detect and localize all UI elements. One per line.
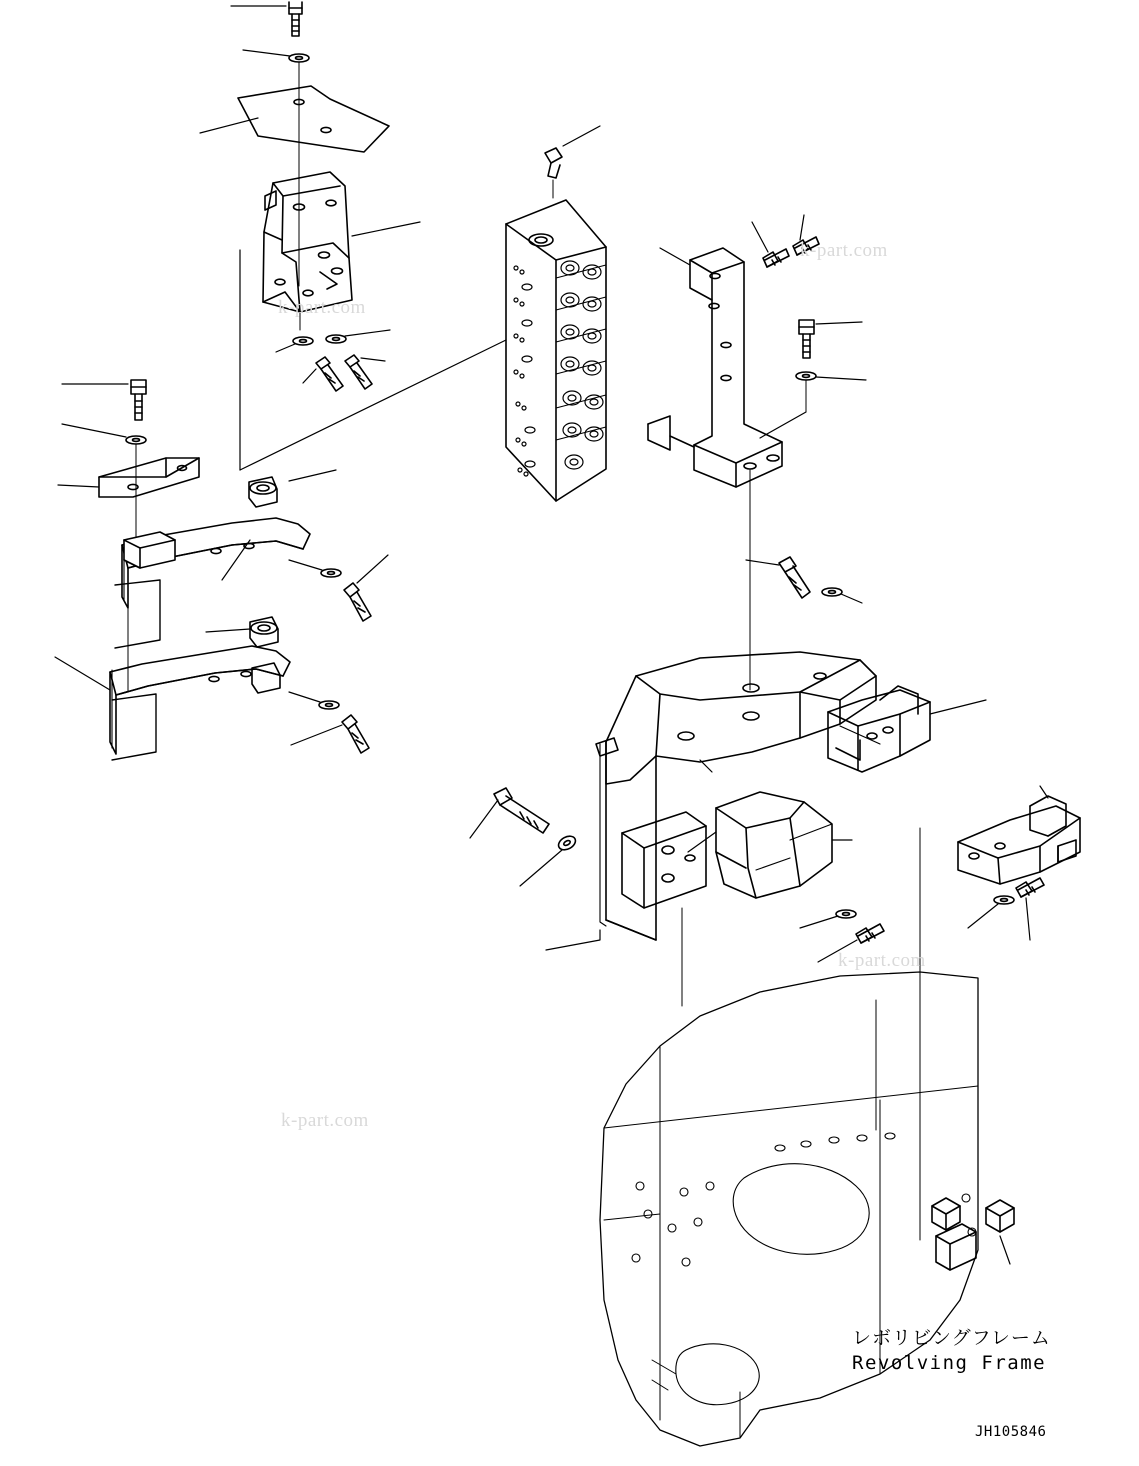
leader-washer-ul2 bbox=[345, 330, 390, 336]
part-main-mount-bracket bbox=[596, 652, 876, 940]
watermark: k-part.com bbox=[838, 950, 926, 971]
leader-washer-tall bbox=[816, 377, 866, 380]
part-bolt-tall-3 bbox=[799, 320, 814, 358]
leader-bolt-valve bbox=[563, 126, 600, 146]
leader-bolt-clamp1 bbox=[357, 555, 388, 583]
leader-plate-midleft bbox=[58, 485, 99, 487]
leader-bolt-mount-long bbox=[470, 800, 498, 838]
part-nut-frame-2 bbox=[986, 1200, 1014, 1232]
part-washer-clamp-1 bbox=[321, 569, 341, 577]
part-bracket-upper-left bbox=[263, 172, 352, 312]
leader-bolt-tall2 bbox=[800, 215, 804, 240]
part-small-bracket-right bbox=[828, 686, 930, 772]
part-block-frame bbox=[936, 1224, 976, 1270]
part-bolt-midright-1 bbox=[779, 557, 810, 598]
detail-mount-1 bbox=[700, 760, 712, 772]
part-bolt-clamp-2 bbox=[342, 715, 369, 753]
part-bolt-ul-1 bbox=[316, 357, 343, 391]
part-bolt-tall-1 bbox=[763, 249, 789, 267]
part-side-bracket-right bbox=[958, 796, 1080, 884]
part-bolt-valve-top bbox=[545, 148, 562, 178]
part-bolt-side bbox=[1016, 878, 1044, 897]
part-washer-clamp-2 bbox=[319, 701, 339, 709]
part-bushing-lower bbox=[250, 617, 278, 647]
leader-mount-plate bbox=[546, 930, 600, 950]
leader-washer-side bbox=[968, 904, 998, 928]
leader-nut-frame bbox=[1000, 1236, 1010, 1264]
part-bolt-top bbox=[289, 2, 302, 36]
drawing-code: JH105846 bbox=[975, 1424, 1047, 1440]
part-washer-midleft bbox=[126, 436, 146, 444]
leader-bracket-upper-left bbox=[352, 222, 420, 236]
watermark: k-part.com bbox=[800, 240, 888, 261]
leader-side-bracket bbox=[1040, 786, 1048, 798]
part-bolt-mount-long bbox=[494, 788, 549, 833]
leader-bolt-side bbox=[1026, 898, 1030, 940]
leader-washer-bottom1 bbox=[800, 916, 838, 928]
part-bolt-midleft bbox=[131, 380, 146, 420]
leader-bolt-clamp2 bbox=[291, 725, 342, 745]
part-washer-bottom-1 bbox=[836, 910, 856, 918]
leader-bolt-ul2 bbox=[361, 358, 385, 361]
leader-bolt-tall3 bbox=[816, 322, 862, 324]
leader-cover-plate bbox=[200, 118, 258, 133]
leader-bushing-lower bbox=[206, 629, 250, 632]
leader-tall-assem bbox=[760, 412, 806, 438]
part-nut-frame-1 bbox=[932, 1198, 960, 1230]
part-clamp-bracket-lower bbox=[110, 646, 290, 754]
leader-washer-clamp1 bbox=[289, 560, 322, 570]
leader-washer-midleft bbox=[62, 424, 126, 437]
leader-washer-clamp2 bbox=[289, 692, 320, 702]
part-washer-mount-long bbox=[556, 833, 578, 852]
leader-bolt-tall1 bbox=[752, 222, 768, 252]
part-washer-ul-1 bbox=[293, 337, 313, 345]
leader-washer-midright bbox=[841, 594, 862, 603]
part-clamp-bracket-upper bbox=[122, 518, 310, 608]
part-tall-bracket bbox=[648, 248, 782, 487]
assembly-title-english: Revolving Frame bbox=[852, 1352, 1047, 1374]
watermark: k-part.com bbox=[281, 1110, 369, 1131]
part-bushing-upper bbox=[249, 477, 277, 507]
leader-washer-top bbox=[243, 50, 290, 56]
leader-clamp-lower bbox=[55, 657, 110, 690]
part-washer-top bbox=[289, 54, 309, 62]
part-cover-shield bbox=[716, 792, 832, 898]
leader-washer-mount-long bbox=[520, 850, 562, 886]
leader-tall-bracket bbox=[660, 248, 690, 265]
part-bolt-bottom-1 bbox=[856, 924, 884, 943]
part-washer-ul-2 bbox=[326, 335, 346, 343]
leader-cover-shield bbox=[688, 832, 716, 852]
part-cover-plate-top bbox=[238, 86, 389, 152]
leader-washer-ul1 bbox=[276, 344, 295, 352]
clamp-band-lower bbox=[112, 694, 156, 760]
part-bolt-clamp-1 bbox=[344, 583, 371, 621]
watermark: k-part.com bbox=[278, 297, 366, 318]
part-flat-plate-midleft bbox=[99, 458, 199, 497]
leader-bolt-midright1 bbox=[746, 560, 779, 565]
leader-small-bracket bbox=[930, 700, 986, 714]
leader-bushing-upper bbox=[289, 470, 336, 481]
part-washer-tall bbox=[796, 372, 816, 380]
part-bolt-ul-2 bbox=[345, 355, 372, 389]
leader-bolt-ul1 bbox=[303, 369, 316, 383]
assembly-title-japanese: レボリビングフレーム bbox=[852, 1327, 1051, 1349]
part-valve-block bbox=[506, 200, 606, 501]
part-washer-midright bbox=[822, 588, 842, 596]
part-washer-side bbox=[994, 896, 1014, 904]
part-revolving-frame bbox=[600, 972, 978, 1446]
